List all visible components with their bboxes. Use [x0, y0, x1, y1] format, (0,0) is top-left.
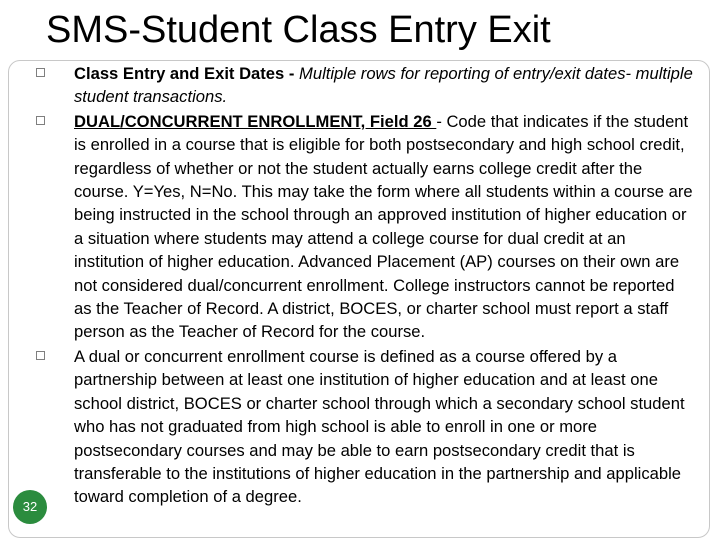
bullet-text: - Code that indicates if the student is enrolled in a course that is eligible for both postsecondary and high school credit, regardless of whether or not the student actually earns college credit after the course. Y=Yes, N=No. This may take the form where all students within a course are being instructed in the school through an approved institution of higher education or a situation where students may attend a college course for dual credit at an institution of higher education. Advanced Placement (AP) courses on their own are not considered dual/concurrent enrollment. College instructors cannot be reported as the Teacher of Record. A district, BOCES, or charter school must report a staff person as the Teacher of Record for the course.	[74, 111, 693, 342]
page-number-badge: 32	[13, 490, 47, 524]
bullet-box-icon	[36, 351, 45, 360]
slide-title: SMS-Student Class Entry Exit	[46, 9, 551, 51]
bullet-lead: Class Entry and Exit Dates -	[74, 64, 300, 83]
bullet-list	[36, 62, 696, 510]
bullet-text: Multiple rows for reporting of entry/exit dates- multiple student transactions.	[74, 64, 693, 107]
bullet-item	[36, 62, 696, 109]
bullet-box-icon	[36, 68, 45, 77]
bullet-text: A dual or concurrent enrollment course is defined as a course offered by a partnership between at least one institution of higher education and at least one school district, BOCES or charter school through which a secondary school student who has not graduated from high school is able to enroll in one or more postsecondary courses and may be able to earn postsecondary credit that is transferable to the institutions of higher education in the partnership and applicable toward completion of a degree.	[74, 346, 685, 507]
bullet-lead: DUAL/CONCURRENT ENROLLMENT, Field 26	[74, 111, 437, 131]
bullet-box-icon	[36, 116, 45, 125]
bullet-item	[36, 345, 696, 509]
bullet-item	[36, 110, 696, 344]
